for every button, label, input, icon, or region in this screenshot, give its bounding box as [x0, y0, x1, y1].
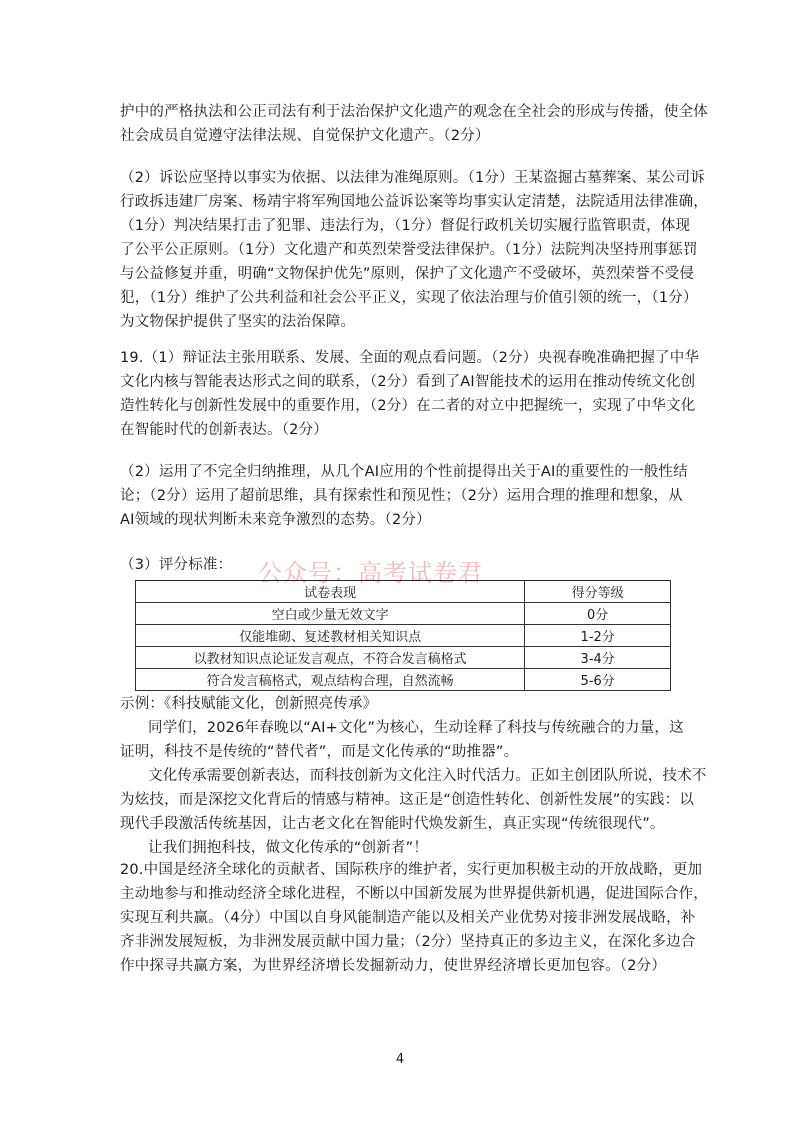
table-cell: 符合发言稿格式，观点结构合理，自然流畅: [136, 669, 525, 691]
text-line: 在智能时代的创新表达。（2分）: [120, 422, 328, 438]
table-cell: 3-4分: [525, 647, 671, 669]
text-line: 主动地参与和推动经济全球化进程，不断以中国新发展为世界提供新机遇，促进国际合作，: [120, 886, 708, 902]
watermark: 公众号：高考试卷君: [258, 559, 483, 587]
answer-18-part-2: [120, 166, 708, 334]
text-line: 社会成员自觉遵守法律法规、自觉保护文化遗产。（2分）: [120, 128, 490, 144]
text-line: （2）诉讼应坚持以事实为依据、以法律为准绳原则。（1分）王某盗掘古墓葬案、某公司诉: [120, 170, 705, 186]
table-row: [136, 669, 671, 691]
rubric-table: [135, 580, 671, 691]
table-cell: 空白或少量无效文字: [136, 603, 525, 625]
text-line: （3）评分标准：: [120, 557, 233, 573]
text-line: （2）运用了不完全归纳推理，从几个AI应用的个性前提得出关于AI的重要性的一般性结: [120, 464, 688, 480]
table-row: [136, 603, 671, 625]
answer-19-part-2: [120, 460, 686, 532]
text-line: AI领域的现状判断未来竞争激烈的态势。（2分）: [120, 512, 431, 528]
text-line: 了公平公正原则。（1分）文化遗产和英烈荣誉受法律保护。（1分）法院判决坚持刑事惩罚: [120, 242, 698, 258]
page-number: 4: [395, 1052, 405, 1067]
table-cell: 5-6分: [525, 669, 671, 691]
text-line: 犯，（1分）维护了公共利益和社会公平正义，实现了依法治理与价值引领的统一，（1分）: [120, 290, 698, 306]
text-line: 同学们，2026年春晚以“AI+文化”为核心，生动诠释了科技与传统融合的力量，这: [148, 720, 684, 736]
text-line: 现代手段激活传统基因，让古老文化在智能时代焕发新生，真正实现“传统很现代”。: [120, 816, 665, 832]
answer-19-part-1: [120, 346, 700, 442]
table-cell: 0分: [525, 603, 671, 625]
text-line: 证明，科技不是传统的“替代者”，而是文化传承的“助推器”。: [120, 744, 519, 760]
text-line: 论；（2分）运用了超前思维，具有探索性和预见性；（2分）运用合理的推理和想象，从: [120, 488, 683, 504]
table-cell: 仅能堆砌、复述教材相关知识点: [136, 625, 525, 647]
text-line: 齐非洲发展短板，为非洲发展贡献中国力量；（2分）坚持真正的多边主义，在深化多边合: [120, 934, 696, 950]
text-line: 让我们拥抱科技，做文化传承的“创新者”！: [148, 840, 429, 856]
text-line: 20.中国是经济全球化的贡献者、国际秩序的维护者，实行更加积极主动的开放战略，更加: [120, 862, 703, 878]
table-cell: 以教材知识点论证发言观点，不符合发言稿格式: [136, 647, 525, 669]
text-line: 为炫技，而是深挖文化背后的情感与精神。这正是“创造性转化、创新性发展”的实践：以: [120, 792, 695, 808]
text-line: （1分）判决结果打击了犯罪、违法行为，（1分）督促行政机关切实履行监管职责，体现: [120, 218, 691, 234]
text-line: 实现互利共赢。（4分）中国以自身风能制造产能以及相关产业优势对接非洲发展战略，补: [120, 910, 696, 926]
text-line: 文化传承需要创新表达，而科技创新为文化注入时代活力。正如主创团队所说，技术不: [148, 768, 707, 784]
text-line: 为文物保护提供了坚实的法治保障。: [120, 314, 356, 330]
table-row: [136, 647, 671, 669]
header-score-level: 得分等级: [525, 581, 671, 603]
table-row: [136, 625, 671, 647]
text-line: 护中的严格执法和公正司法有利于法治保护文化遗产的观念在全社会的形成与传播，使全体: [120, 104, 708, 120]
answer-20: [120, 858, 708, 978]
text-line: 造性转化与创新性发展中的重要作用，（2分）在二者的对立中把握统一，实现了中华文化: [120, 398, 696, 414]
header-performance: 试卷表现: [136, 581, 525, 603]
example-speech: [120, 692, 707, 860]
text-line: 19.（1）辩证法主张用联系、发展、全面的观点看问题。（2分）央视春晚准确把握了中华: [120, 350, 700, 366]
table-header-row: [136, 581, 671, 603]
text-line: 作中探寻共赢方案，为世界经济增长发掘新动力，使世界经济增长更加包容。（2分）: [120, 958, 667, 974]
example-title: 示例：《科技赋能文化，创新照亮传承》: [120, 696, 378, 712]
table-cell: 1-2分: [525, 625, 671, 647]
text-line: 与公益修复并重，明确“文物保护优先”原则，保护了文化遗产不受破坏，英烈荣誉不受侵: [120, 266, 695, 282]
answer-continuation-paragraph: [120, 100, 708, 148]
text-line: 文化内核与智能表达形式之间的联系，（2分）看到了AI智能技术的运用在推动传统文化创: [120, 374, 696, 390]
text-line: 行政拆违建厂房案、杨靖宇将军殉国地公益诉讼案等均事实认定清楚，法院适用法律准确，: [120, 194, 708, 210]
